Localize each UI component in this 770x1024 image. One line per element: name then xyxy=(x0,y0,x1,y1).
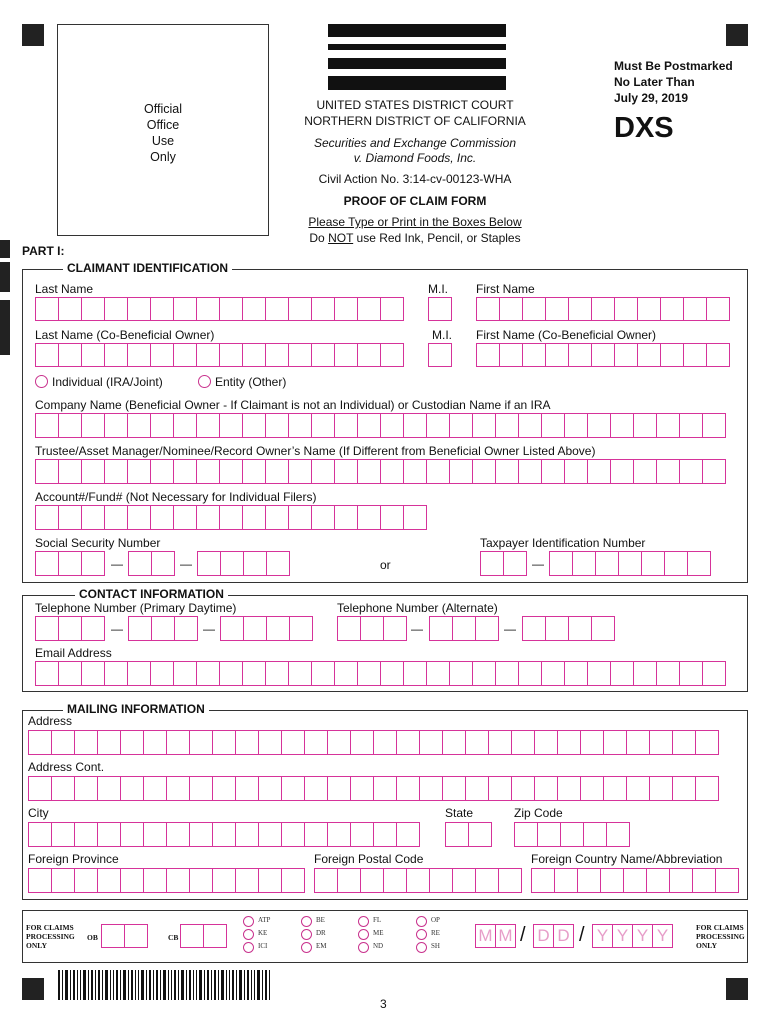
official-use-text: Official Office Use Only xyxy=(144,102,182,164)
code-radio-dr[interactable] xyxy=(301,929,312,940)
instruction-text: Do xyxy=(309,231,329,245)
code-label: FL xyxy=(373,916,382,924)
dash: — xyxy=(180,557,192,571)
foreign-postal-field[interactable] xyxy=(314,868,521,893)
entity-label: Entity (Other) xyxy=(215,375,287,389)
phone-alt-prefix-field[interactable] xyxy=(429,616,498,641)
email-label: Email Address xyxy=(35,646,112,660)
part-label: PART I: xyxy=(22,244,65,258)
individual-radio[interactable] xyxy=(35,375,48,388)
phone-primary-prefix-field[interactable] xyxy=(128,616,197,641)
code-radio-ici[interactable] xyxy=(243,942,254,953)
phone-alt-area-field[interactable] xyxy=(337,616,406,641)
date-day-box[interactable]: D xyxy=(553,924,574,948)
date-year-box[interactable]: Y xyxy=(652,924,673,948)
code-radio-be[interactable] xyxy=(301,916,312,927)
code-radio-fl[interactable] xyxy=(358,916,369,927)
case-caption-line2: v. Diamond Foods, Inc. xyxy=(353,151,477,165)
trustee-field[interactable] xyxy=(35,459,725,484)
code-label: ND xyxy=(373,942,384,950)
state-field[interactable] xyxy=(445,822,491,847)
registration-mark-top-right xyxy=(726,24,748,46)
form-code: DXS xyxy=(614,112,674,144)
account-field[interactable] xyxy=(35,505,426,530)
first-name-co-label: First Name (Co-Beneficial Owner) xyxy=(476,328,657,342)
instruction-line2 xyxy=(290,231,540,246)
header-barcode xyxy=(328,24,506,37)
form-title: PROOF OF CLAIM FORM xyxy=(343,194,487,208)
code-radio-atp[interactable] xyxy=(243,916,254,927)
ssn-part1-field[interactable] xyxy=(35,551,104,576)
instruction-not: NOT xyxy=(328,231,354,245)
cb-label: CB xyxy=(168,933,179,942)
date-day-box[interactable]: D xyxy=(533,924,554,948)
code-radio-op[interactable] xyxy=(416,916,427,927)
foreign-province-label: Foreign Province xyxy=(28,852,119,866)
state-label: State xyxy=(445,806,474,820)
foreign-country-field[interactable] xyxy=(531,868,738,893)
date-year-box[interactable]: Y xyxy=(612,924,633,948)
mi-field[interactable] xyxy=(428,297,451,321)
phone-alt-label: Telephone Number (Alternate) xyxy=(337,601,498,615)
code-label: KE xyxy=(258,929,268,937)
registration-mark-top-left xyxy=(22,24,44,46)
date-year-box[interactable]: Y xyxy=(632,924,653,948)
ssn-part2-field[interactable] xyxy=(128,551,174,576)
code-label: ME xyxy=(373,929,384,937)
foreign-country-label: Foreign Country Name/Abbreviation xyxy=(531,852,723,866)
code-radio-sh[interactable] xyxy=(416,942,427,953)
phone-alt-line-field[interactable] xyxy=(522,616,614,641)
tin-part2-field[interactable] xyxy=(549,551,710,576)
date-month-box[interactable]: M xyxy=(475,924,496,948)
first-name-label: First Name xyxy=(476,282,535,296)
registration-mark-bottom-left xyxy=(22,978,44,1000)
date-slash: / xyxy=(520,924,526,946)
claims-processing-label-left: FOR CLAIMS PROCESSING ONLY xyxy=(26,923,75,950)
last-name-label: Last Name xyxy=(35,282,94,296)
dash: — xyxy=(504,622,516,636)
edge-mark xyxy=(0,262,10,292)
first-name-field[interactable] xyxy=(476,297,729,321)
instruction-line1 xyxy=(290,215,540,230)
header-barcode xyxy=(328,76,506,90)
footer-barcode xyxy=(58,970,270,1000)
last-name-co-label: Last Name (Co-Beneficial Owner) xyxy=(35,328,215,342)
address-field[interactable] xyxy=(28,730,718,755)
code-label: RE xyxy=(431,929,440,937)
postmark-deadline xyxy=(614,58,754,106)
code-radio-me[interactable] xyxy=(358,929,369,940)
postmark-line: No Later Than xyxy=(614,75,695,89)
section-title: CONTACT INFORMATION xyxy=(75,587,228,601)
code-radio-nd[interactable] xyxy=(358,942,369,953)
postmark-line: Must Be Postmarked xyxy=(614,59,733,73)
dash: — xyxy=(111,622,123,636)
civil-action-number: Civil Action No. 3:14-cv-00123-WHA xyxy=(318,172,512,186)
zip-field[interactable] xyxy=(514,822,629,847)
edge-mark xyxy=(0,300,10,355)
mi-co-label: M.I. xyxy=(432,328,452,342)
code-label: EM xyxy=(316,942,327,950)
registration-mark-bottom-right xyxy=(726,978,748,1000)
court-name-line1: UNITED STATES DISTRICT COURT xyxy=(316,98,514,112)
cb-field[interactable] xyxy=(180,924,226,948)
date-year-box[interactable]: Y xyxy=(592,924,613,948)
address-cont-field[interactable] xyxy=(28,776,718,801)
ob-label: OB xyxy=(87,933,98,942)
code-label: OP xyxy=(431,916,440,924)
company-name-label: Company Name (Beneficial Owner - If Claimant is not an Individual) or Custodian Name if an IRA xyxy=(35,398,551,412)
company-name-field[interactable] xyxy=(35,413,725,438)
date-slash: / xyxy=(579,924,585,946)
instruction-line1-text: Please Type or Print in the Boxes Below xyxy=(308,215,522,229)
header-barcode xyxy=(328,44,506,50)
phone-primary-area-field[interactable] xyxy=(35,616,104,641)
page-number: 3 xyxy=(380,997,387,1011)
foreign-postal-label: Foreign Postal Code xyxy=(314,852,424,866)
section-title: MAILING INFORMATION xyxy=(63,702,209,716)
phone-primary-label: Telephone Number (Primary Daytime) xyxy=(35,601,237,615)
last-name-co-field[interactable] xyxy=(35,343,403,367)
email-field[interactable] xyxy=(35,661,725,686)
address-label: Address xyxy=(28,714,73,728)
address-cont-label: Address Cont. xyxy=(28,760,105,774)
code-label: BE xyxy=(316,916,325,924)
official-use-box xyxy=(57,24,269,236)
trustee-label: Trustee/Asset Manager/Nominee/Record Owner’s Name (If Different from Beneficial Owner Listed Above) xyxy=(35,444,596,458)
tin-label: Taxpayer Identification Number xyxy=(480,536,646,550)
entity-radio[interactable] xyxy=(198,375,211,388)
dash: — xyxy=(411,622,423,636)
zip-label: Zip Code xyxy=(514,806,563,820)
mi-label: M.I. xyxy=(428,282,448,296)
code-radio-ke[interactable] xyxy=(243,929,254,940)
postmark-date: July 29, 2019 xyxy=(614,91,689,105)
first-name-co-field[interactable] xyxy=(476,343,729,367)
code-label: DR xyxy=(316,929,326,937)
claims-processing-label-right: FOR CLAIMS PROCESSING ONLY xyxy=(696,923,745,950)
last-name-field[interactable] xyxy=(35,297,403,321)
dash: — xyxy=(532,557,544,571)
city-label: City xyxy=(28,806,49,820)
court-name-line2: NORTHERN DISTRICT OF CALIFORNIA xyxy=(304,114,526,128)
instruction-text: use Red Ink, Pencil, or Staples xyxy=(353,231,521,245)
code-label: SH xyxy=(431,942,440,950)
or-label: or xyxy=(380,558,391,572)
ssn-part3-field[interactable] xyxy=(197,551,289,576)
edge-mark xyxy=(0,240,10,258)
header-barcode xyxy=(328,58,506,69)
code-radio-re[interactable] xyxy=(416,929,427,940)
code-radio-em[interactable] xyxy=(301,942,312,953)
section-title: CLAIMANT IDENTIFICATION xyxy=(63,261,232,275)
claims-processing-box xyxy=(22,910,748,963)
case-caption-line1: Securities and Exchange Commission xyxy=(313,136,517,150)
account-label: Account#/Fund# (Not Necessary for Individual Filers) xyxy=(35,490,317,504)
ssn-label: Social Security Number xyxy=(35,536,161,550)
code-label: ATP xyxy=(258,916,271,924)
foreign-province-field[interactable] xyxy=(28,868,304,893)
individual-label: Individual (IRA/Joint) xyxy=(52,375,163,389)
phone-primary-line-field[interactable] xyxy=(220,616,312,641)
code-label: ICI xyxy=(258,942,268,950)
dash: — xyxy=(203,622,215,636)
dash: — xyxy=(111,557,123,571)
date-month-box[interactable]: M xyxy=(495,924,516,948)
ob-field[interactable] xyxy=(101,924,147,948)
tin-part1-field[interactable] xyxy=(480,551,526,576)
city-field[interactable] xyxy=(28,822,419,847)
mi-co-field[interactable] xyxy=(428,343,451,367)
